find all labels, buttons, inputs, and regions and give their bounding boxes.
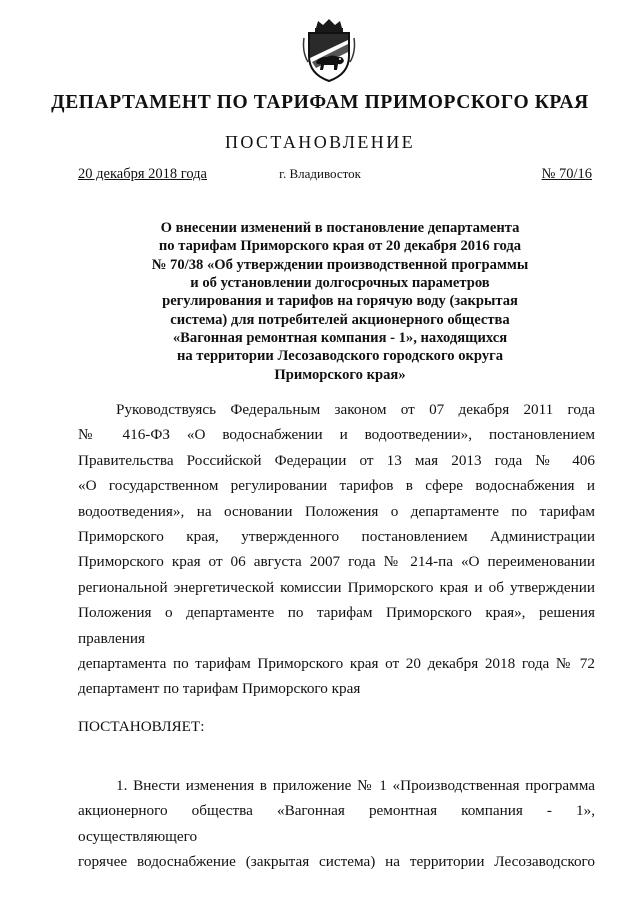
- department-heading: ДЕПАРТАМЕНТ ПО ТАРИФАМ ПРИМОРСКОГО КРАЯ: [51, 92, 589, 113]
- preamble-line: Приморского края от 06 августа 2007 года № 214-па «О переименовании: [78, 553, 595, 571]
- title-line: О внесении изменений в постановление департамента: [160, 220, 520, 236]
- item-1-line: акционерного общества «Вагонная ремонтная компания - 1», осуществляющего: [78, 802, 595, 845]
- preamble-line: водоотведения», на основании Положения о департаменте по тарифам: [78, 502, 595, 520]
- resolves-heading: ПОСТАНОВЛЯЕТ:: [78, 718, 205, 735]
- title-line: система) для потребителей акционерного общества: [170, 311, 510, 328]
- title-line: № 70/38 «Об утверждении производственной программы: [151, 256, 529, 273]
- preamble-line: Приморского края, утвержденного постановлением Администрации: [78, 528, 595, 546]
- title-line: по тарифам Приморского края от 20 декабря 2016 года: [158, 238, 522, 255]
- preamble-line: региональной энергетической комиссии Приморского края и об утверждении: [78, 578, 595, 596]
- preamble-line: Правительства Российской Федерации от 13 мая 2013 года № 406: [78, 451, 595, 469]
- title-line: Приморского края»: [274, 366, 406, 383]
- item-1-line: горячее водоснабжение (закрытая система) на территории Лесозаводского: [78, 853, 595, 871]
- preamble-paragraph: [78, 397, 595, 702]
- document-city: г. Владивосток: [279, 166, 361, 181]
- preamble-line: Руководствуясь Федеральным законом от 07 декабря 2011 года: [116, 401, 595, 418]
- title-line: регулирования и тарифов на горячую воду (закрытая: [162, 293, 518, 310]
- title-line: на территории Лесозаводского городского округа: [176, 348, 504, 365]
- item-1-paragraph: [78, 773, 595, 875]
- coat-of-arms-graphic: [300, 18, 358, 84]
- document-number: № 70/16: [541, 166, 592, 182]
- preamble-line: департамента по тарифам Приморского края от 20 декабря 2018 года № 72: [78, 655, 595, 673]
- preamble-line: Положения о департаменте по тарифам Приморского края», решения правления: [78, 604, 595, 647]
- document-title: [120, 219, 560, 384]
- coat-of-arms-icon: [300, 18, 358, 84]
- preamble-line: № 416-ФЗ «О водоснабжении и водоотведении», постановлением: [78, 426, 595, 444]
- title-line: и об установлении долгосрочных параметров: [190, 275, 490, 292]
- item-1-line: 1. Внести изменения в приложение № 1 «Производственная программа: [116, 777, 595, 794]
- title-line: «Вагонная ремонтная компания - 1», находящихся: [172, 330, 508, 347]
- preamble-line: «О государственном регулировании тарифов в сфере водоснабжения и: [78, 477, 595, 495]
- preamble-line: департамент по тарифам Приморского края: [78, 680, 361, 698]
- document-type: ПОСТАНОВЛЕНИЕ: [224, 132, 416, 152]
- document-date: 20 декабря 2018 года: [78, 166, 207, 182]
